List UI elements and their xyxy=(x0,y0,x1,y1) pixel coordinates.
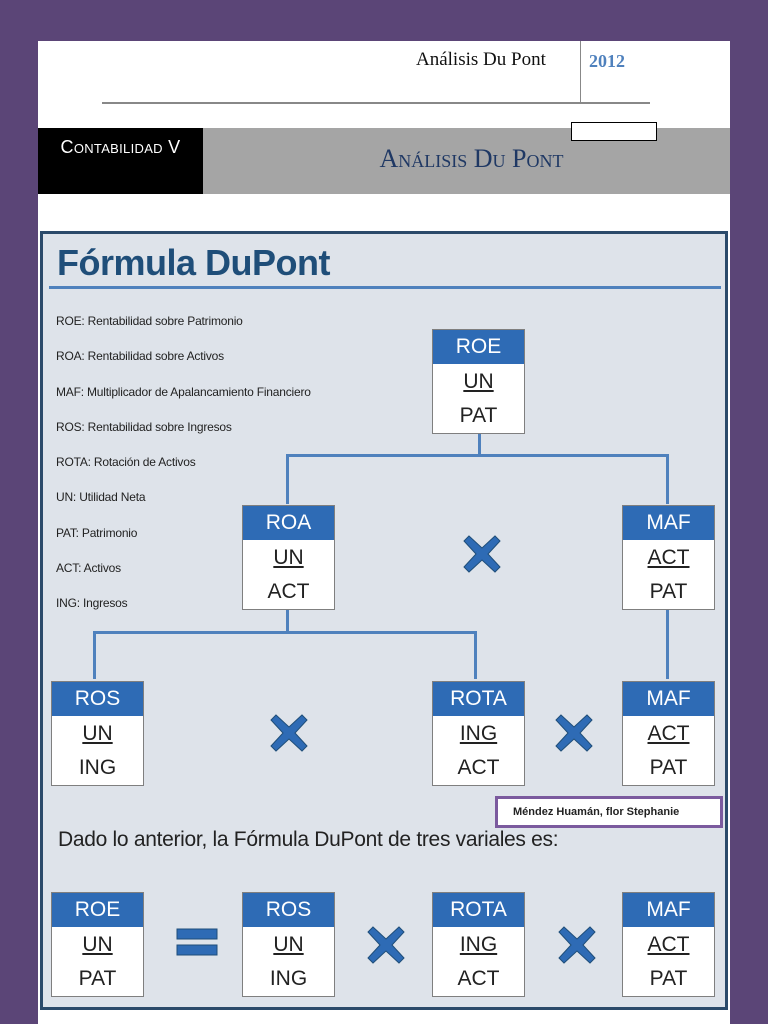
banner-title: Análisis Du Pont xyxy=(379,144,564,173)
header-rule xyxy=(102,102,650,104)
connector-line xyxy=(666,454,669,504)
header-divider xyxy=(580,41,581,103)
legend-item: ROE: Rentabilidad sobre Patrimonio xyxy=(56,314,243,328)
multiply-icon xyxy=(268,712,310,754)
box-numerator: UN xyxy=(463,370,494,393)
empty-text-box xyxy=(571,122,657,141)
box-header: MAF xyxy=(623,893,714,927)
box-numerator: ING xyxy=(459,722,498,745)
equals-icon xyxy=(175,926,219,958)
dupont-figure xyxy=(40,231,728,1010)
box-denominator: ING xyxy=(78,756,117,779)
roa-box xyxy=(242,505,335,610)
multiply-icon xyxy=(461,533,503,575)
maf-box xyxy=(622,505,715,610)
box-numerator: ACT xyxy=(647,933,690,956)
box-header: ROA xyxy=(243,506,334,540)
box-denominator: PAT xyxy=(459,404,498,427)
connector-line xyxy=(286,609,289,633)
box-denominator: PAT xyxy=(649,580,688,603)
connector-line xyxy=(93,631,477,634)
box-denominator: ING xyxy=(269,967,308,990)
legend-item: PAT: Patrimonio xyxy=(56,525,138,540)
box-denominator: ACT xyxy=(457,756,500,779)
box-denominator: ACT xyxy=(267,580,310,603)
box-numerator: ING xyxy=(459,933,498,956)
connector-line xyxy=(286,454,289,504)
legend-item: UN: Utilidad Neta xyxy=(56,490,146,505)
box-header: ROE xyxy=(52,893,143,927)
box-header: ROS xyxy=(243,893,334,927)
multiply-icon xyxy=(553,712,595,754)
box-header: ROTA xyxy=(433,893,524,927)
box-denominator: PAT xyxy=(78,967,117,990)
box-numerator: UN xyxy=(82,933,113,956)
box-header: MAF xyxy=(623,506,714,540)
box-denominator: PAT xyxy=(649,756,688,779)
multiply-icon xyxy=(556,924,598,966)
box-header: ROTA xyxy=(433,682,524,716)
formula-ros-box xyxy=(242,892,335,997)
legend-item: ACT: Activos xyxy=(56,561,121,576)
connector-line xyxy=(93,631,96,679)
box-header: ROE xyxy=(433,330,524,364)
ros-box xyxy=(51,681,144,786)
box-numerator: UN xyxy=(82,722,113,745)
author-tag: Méndez Huamán, flor Stephanie xyxy=(495,796,723,828)
rota-box xyxy=(432,681,525,786)
connector-line xyxy=(474,631,477,679)
legend-item: MAF: Multiplicador de Apalancamiento Financiero xyxy=(56,384,311,399)
conclusion-text: Dado lo anterior, la Fórmula DuPont de tres variales es: xyxy=(58,828,559,851)
formula-rota-box xyxy=(432,892,525,997)
header-year: 2012 xyxy=(589,51,625,71)
box-header: ROS xyxy=(52,682,143,716)
header-title: Análisis Du Pont xyxy=(416,49,546,70)
box-denominator: PAT xyxy=(649,967,688,990)
legend-item: ING: Ingresos xyxy=(56,596,128,611)
course-label: Contabilidad V xyxy=(38,128,203,194)
formula-roe-box xyxy=(51,892,144,997)
connector-line xyxy=(478,434,481,456)
figure-title-rule xyxy=(49,286,721,289)
box-header: MAF xyxy=(623,682,714,716)
box-numerator: UN xyxy=(273,546,304,569)
legend-item: ROTA: Rotación de Activos xyxy=(56,455,196,470)
connector-line xyxy=(286,454,668,457)
box-denominator: ACT xyxy=(457,967,500,990)
multiply-icon xyxy=(365,924,407,966)
box-numerator: UN xyxy=(273,933,304,956)
maf-box xyxy=(622,681,715,786)
box-numerator: ACT xyxy=(647,722,690,745)
formula-maf-box xyxy=(622,892,715,997)
box-numerator: ACT xyxy=(647,546,690,569)
legend-item: ROA: Rentabilidad sobre Activos xyxy=(56,349,224,364)
roe-box xyxy=(432,329,525,434)
figure-title: Fórmula DuPont xyxy=(57,242,330,283)
legend-item: ROS: Rentabilidad sobre Ingresos xyxy=(56,419,232,434)
connector-line xyxy=(666,609,669,679)
